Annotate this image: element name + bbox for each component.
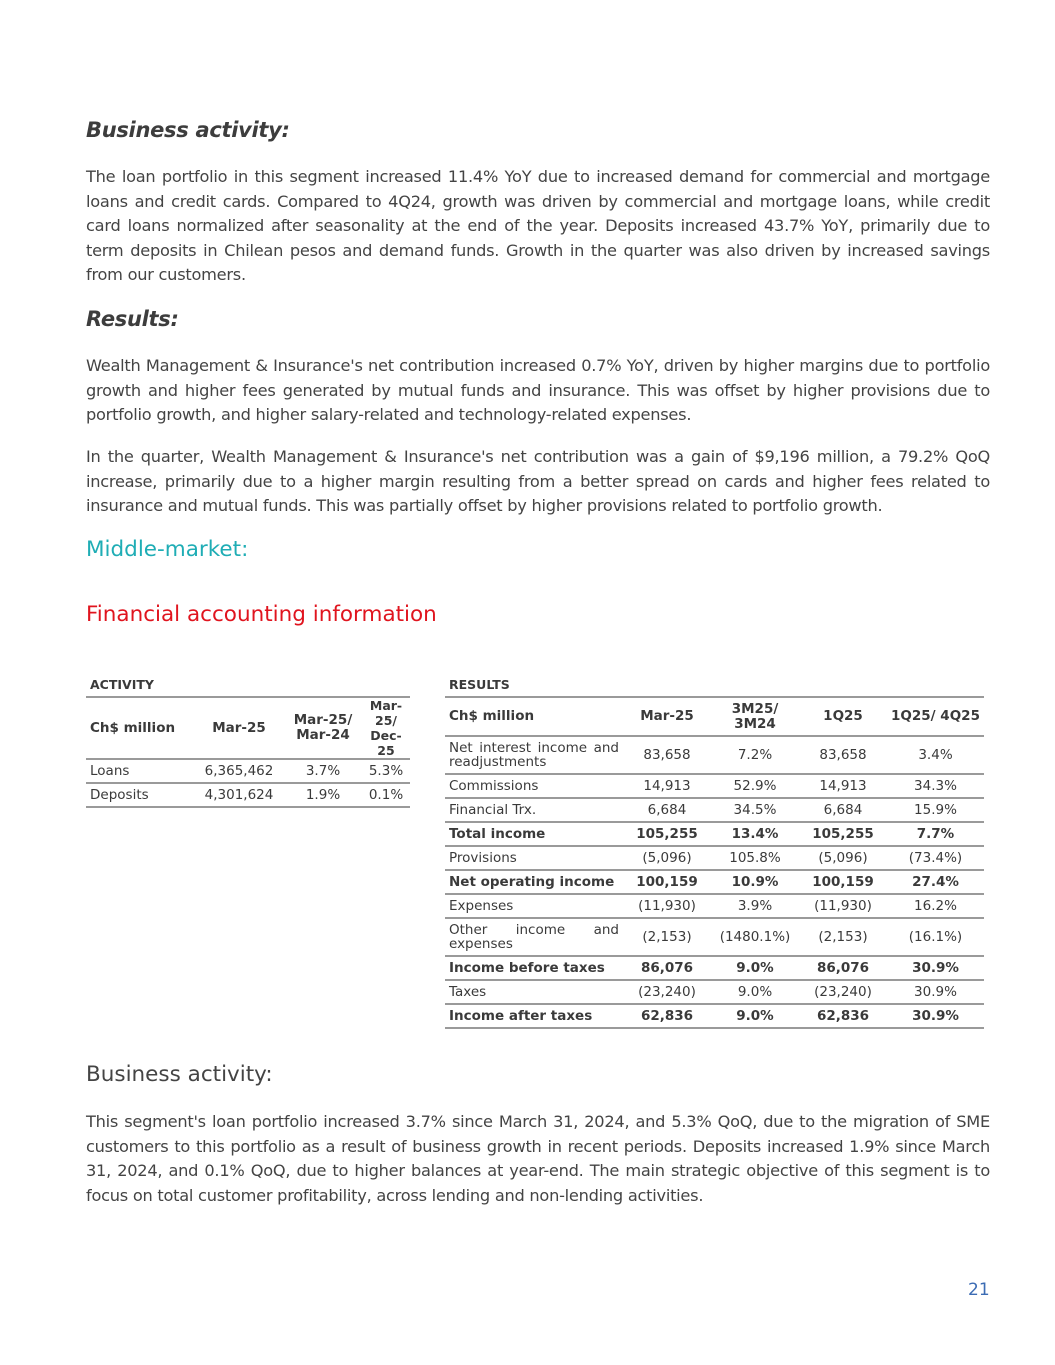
row-label: Income after taxes — [445, 1004, 623, 1028]
column-header: Mar-25 — [194, 697, 284, 759]
table-cell: 34.3% — [887, 774, 984, 798]
mm-business-activity-heading: Business activity: — [86, 1062, 273, 1087]
column-header: 3M25/ 3M24 — [711, 697, 799, 736]
table-header-row — [86, 697, 410, 759]
table-row — [445, 774, 984, 798]
table-cell: 27.4% — [887, 870, 984, 894]
table-cell: (1480.1%) — [711, 918, 799, 956]
table-cell: 9.0% — [711, 1004, 799, 1028]
column-header: Mar-25 — [623, 697, 711, 736]
table-cell: 3.4% — [887, 736, 984, 774]
row-label: Commissions — [445, 774, 623, 798]
table-cell: (5,096) — [623, 846, 711, 870]
table-cell: 6,684 — [623, 798, 711, 822]
table-cell: 6,365,462 — [194, 759, 284, 783]
table-cell: 0.1% — [362, 783, 410, 807]
table-cell: 34.5% — [711, 798, 799, 822]
column-header: Ch$ million — [445, 697, 623, 736]
table-cell: (16.1%) — [887, 918, 984, 956]
table-cell: 1.9% — [284, 783, 362, 807]
table-cell: 83,658 — [623, 736, 711, 774]
table-cell: 9.0% — [711, 980, 799, 1004]
table-cell: (2,153) — [799, 918, 887, 956]
page-number: 21 — [968, 1280, 990, 1300]
results-table-block — [445, 677, 984, 1029]
table-cell: 86,076 — [799, 956, 887, 980]
column-header: Mar-25/ Dec-25 — [362, 697, 410, 759]
activity-table-block — [86, 677, 410, 808]
wm-business-activity-heading: Business activity: — [86, 118, 290, 142]
table-cell: 30.9% — [887, 956, 984, 980]
middle-market-heading: Middle-market: — [86, 537, 249, 562]
table-row-total — [445, 822, 984, 846]
table-cell: 30.9% — [887, 980, 984, 1004]
row-label: Loans — [86, 759, 194, 783]
table-cell: (73.4%) — [887, 846, 984, 870]
row-label: Income before taxes — [445, 956, 623, 980]
table-cell: 5.3% — [362, 759, 410, 783]
financial-accounting-heading: Financial accounting information — [86, 602, 437, 627]
table-cell: 100,159 — [623, 870, 711, 894]
row-label: Expenses — [445, 894, 623, 918]
table-cell: (11,930) — [623, 894, 711, 918]
row-label: Provisions — [445, 846, 623, 870]
table-cell: 62,836 — [623, 1004, 711, 1028]
table-row-total — [445, 956, 984, 980]
table-cell: (23,240) — [799, 980, 887, 1004]
table-cell: 3.9% — [711, 894, 799, 918]
row-label: Net interest income and readjustments — [445, 736, 623, 774]
activity-table-title: ACTIVITY — [90, 677, 154, 692]
mm-business-activity-paragraph: This segment's loan portfolio increased 3.7% since March 31, 2024, and 5.3% QoQ, due to the migration of SME customers to this portfolio as a result of business growth in recent periods. Deposits increased 1.9% since March 31, 2024, and 0.1% QoQ, due to higher balances at year-end. The main strategic objective of this segment is to focus on total customer profitability, across lending and non-lending activities. — [86, 1112, 990, 1205]
table-cell: 105,255 — [799, 822, 887, 846]
table-row — [445, 846, 984, 870]
row-label: Financial Trx. — [445, 798, 623, 822]
column-header: Mar-25/ Mar-24 — [284, 697, 362, 759]
table-cell: (11,930) — [799, 894, 887, 918]
table-row — [86, 783, 410, 807]
wm-business-activity-paragraph: The loan portfolio in this segment increased 11.4% YoY due to increased demand for commercial and mortgage loans and credit cards. Compared to 4Q24, growth was driven by commercial and mortgage loans, while credit card loans normalized after seasonality at the end of the year. Deposits increased 43.7% YoY, primarily due to term deposits in Chilean pesos and demand funds. Growth in the quarter was also driven by increased savings from our customers. — [86, 167, 990, 284]
table-cell: (5,096) — [799, 846, 887, 870]
row-label: Net operating income — [445, 870, 623, 894]
table-row-total — [445, 1004, 984, 1028]
wm-results-paragraph-2: In the quarter, Wealth Management & Insurance's net contribution was a gain of $9,196 million, a 79.2% QoQ increase, primarily due to a higher margin resulting from a better spread on cards and higher fees related to insurance and mutual funds. This was partially offset by higher provisions related to portfolio growth. — [86, 447, 990, 515]
table-cell: (2,153) — [623, 918, 711, 956]
table-row — [445, 798, 984, 822]
row-label: Deposits — [86, 783, 194, 807]
table-row — [86, 759, 410, 783]
table-cell: 30.9% — [887, 1004, 984, 1028]
table-cell: 6,684 — [799, 798, 887, 822]
table-cell: 9.0% — [711, 956, 799, 980]
row-label: Other income and expenses — [445, 918, 623, 956]
table-cell: 14,913 — [623, 774, 711, 798]
column-header: 1Q25 — [799, 697, 887, 736]
table-cell: 10.9% — [711, 870, 799, 894]
table-cell: 13.4% — [711, 822, 799, 846]
table-cell: 100,159 — [799, 870, 887, 894]
table-cell: 4,301,624 — [194, 783, 284, 807]
row-label: Total income — [445, 822, 623, 846]
table-row — [445, 736, 984, 774]
activity-table — [86, 696, 410, 808]
table-cell: 15.9% — [887, 798, 984, 822]
table-row — [445, 894, 984, 918]
table-cell: 7.7% — [887, 822, 984, 846]
results-table — [445, 696, 984, 1029]
column-header: Ch$ million — [86, 697, 194, 759]
table-header-row — [445, 697, 984, 736]
table-cell: 105,255 — [623, 822, 711, 846]
table-cell: 16.2% — [887, 894, 984, 918]
table-cell: 105.8% — [711, 846, 799, 870]
table-row — [445, 980, 984, 1004]
wm-results-heading: Results: — [86, 307, 179, 331]
table-cell: 86,076 — [623, 956, 711, 980]
table-cell: 7.2% — [711, 736, 799, 774]
wm-results-paragraph-1: Wealth Management & Insurance's net contribution increased 0.7% YoY, driven by higher margins due to portfolio growth and higher fees generated by mutual funds and insurance. This was offset by higher provisions due to portfolio growth, and higher salary-related and technology-related expenses. — [86, 356, 990, 424]
results-table-title: RESULTS — [449, 677, 510, 692]
table-cell: 83,658 — [799, 736, 887, 774]
table-cell: 62,836 — [799, 1004, 887, 1028]
row-label: Taxes — [445, 980, 623, 1004]
table-row-total — [445, 870, 984, 894]
table-cell: 52.9% — [711, 774, 799, 798]
table-cell: (23,240) — [623, 980, 711, 1004]
column-header: 1Q25/ 4Q25 — [887, 697, 984, 736]
table-cell: 3.7% — [284, 759, 362, 783]
table-row — [445, 918, 984, 956]
table-cell: 14,913 — [799, 774, 887, 798]
